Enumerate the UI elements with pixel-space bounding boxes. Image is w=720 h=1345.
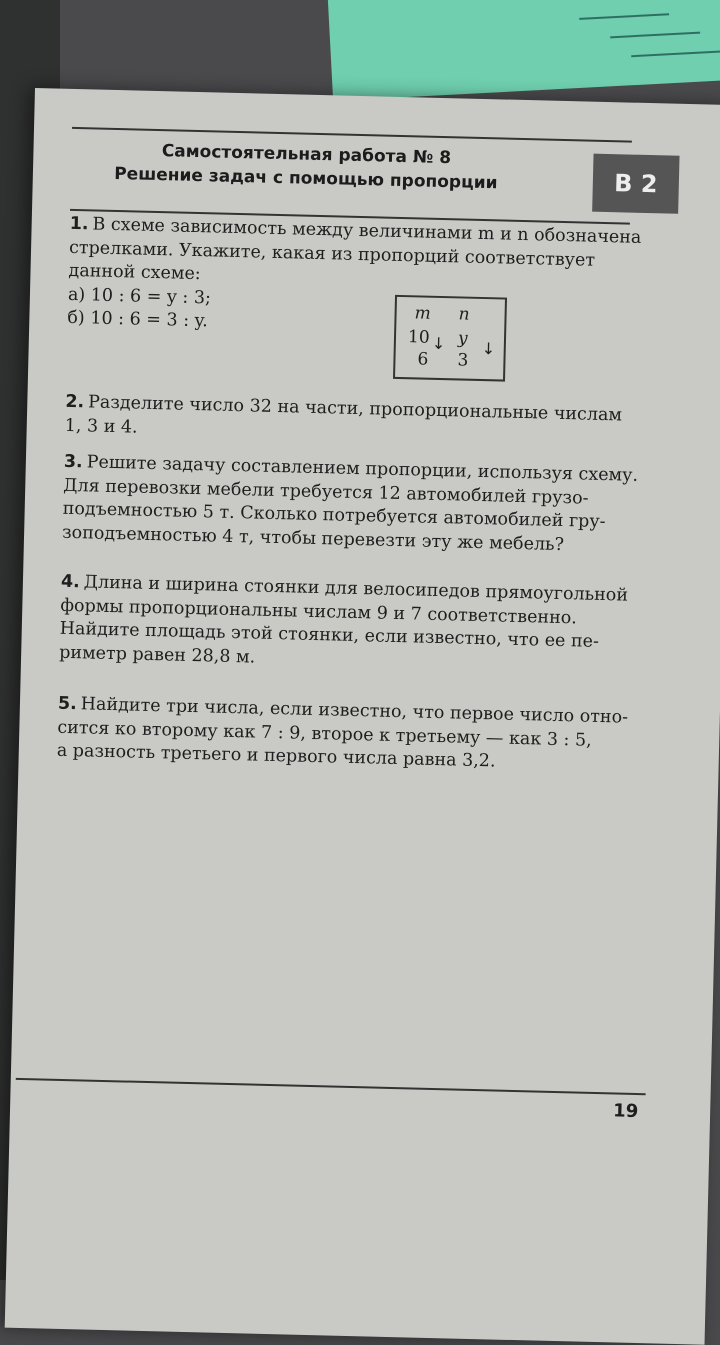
footer-divider — [16, 1078, 646, 1095]
scheme-value-n-bottom: 3 — [457, 350, 469, 371]
variant-badge: В 2 — [592, 154, 679, 214]
title-line-2: Решение задач с помощью пропорции — [113, 163, 498, 194]
task-3 — [62, 451, 654, 559]
notebook-line — [579, 13, 669, 20]
task-5 — [57, 693, 649, 778]
arrow-down-icon: ↓ — [431, 333, 446, 354]
notebook-line — [631, 51, 720, 58]
title-line-1: Самостоятельная работа № 8 — [161, 141, 452, 169]
task-text: В схеме зависимость между величинами m и n обозначена стрелками. Укажите, какая из пропорций соответствует данной схеме: — [68, 214, 642, 285]
task-text: Решите задачу составлением пропорции, используя схему. Для перевозки мебели требуется 12 автомобилей грузо- подъемностью 5 т. Сколько потребуется автомобилей гру- зоподъемностью 4 т, чтобы перевезти эту же мебель? — [61, 452, 639, 555]
scheme-value-m-top: 10 — [407, 327, 430, 348]
task-number: 5. — [57, 693, 78, 715]
task-number: 4. — [60, 571, 81, 593]
answer-option-a: а) 10 : 6 = y : 3; — [67, 284, 212, 308]
worksheet-header — [70, 127, 632, 225]
task-number: 1. — [69, 213, 89, 235]
answer-option-b: б) 10 : 6 = 3 : y. — [67, 307, 209, 332]
scheme-value-m-bottom: 6 — [417, 349, 429, 370]
task-2 — [64, 391, 655, 452]
page-number: 19 — [612, 1100, 639, 1123]
task-text: Длина и ширина стоянки для велосипедов прямоугольной формы пропорциональны числам 9 и 7 соответственно. Найдите площадь этой стоянки, если известно, что ее пе- риметр равен 28,8 м. — [58, 572, 629, 668]
task-number: 3. — [63, 451, 83, 473]
scheme-value-n-top: y — [457, 328, 468, 349]
green-notebook — [327, 0, 720, 101]
arrow-down-icon: ↓ — [481, 338, 496, 359]
scheme-header-n: n — [458, 304, 470, 325]
task-number: 2. — [65, 391, 85, 413]
task-text: Разделите число 32 на части, пропорциональные числам 1, 3 и 4. — [64, 392, 623, 438]
task-text: Найдите три числа, если известно, что первое число отно- сится ко второму как 7 : 9, второе к третьему — как 3 : 5, а разность третьего и первого числа равна 3,2. — [56, 694, 629, 772]
scheme-header-m: m — [414, 303, 431, 324]
book-page — [5, 88, 720, 1345]
task-4 — [59, 571, 651, 679]
page-title — [71, 137, 542, 196]
task-1 — [67, 213, 660, 345]
notebook-line — [610, 32, 700, 39]
proportion-scheme — [393, 295, 507, 382]
